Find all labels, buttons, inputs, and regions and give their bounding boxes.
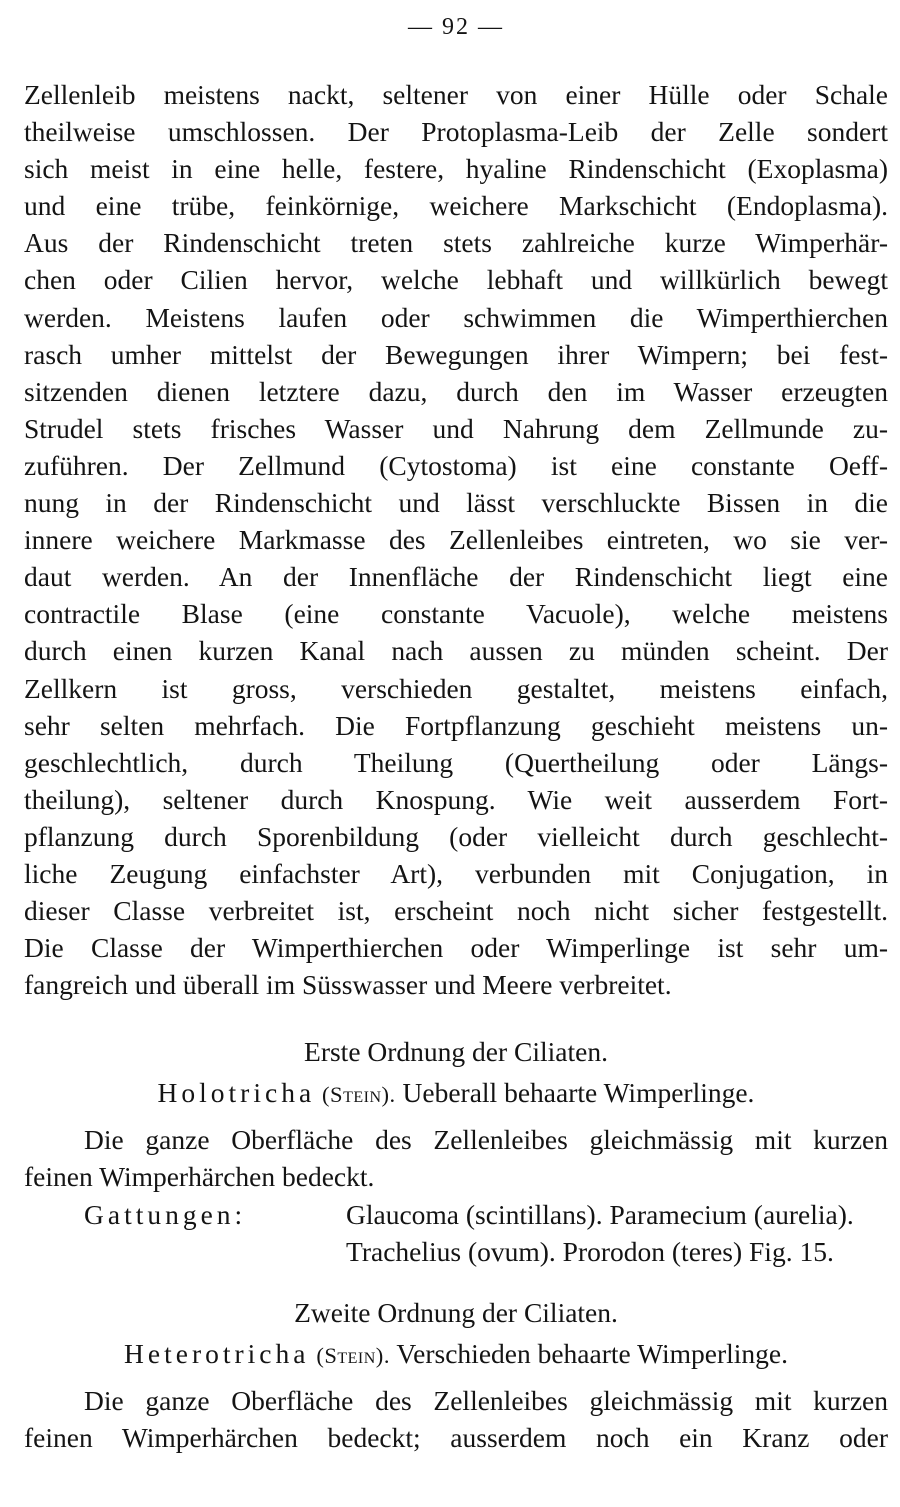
text-line: theilweise umschlossen. Der Protoplasma-Leib der Zelle sondert bbox=[24, 116, 888, 148]
text-line: zuführen. Der Zellmund (Cytostoma) ist eine constante Oeff- bbox=[24, 449, 888, 481]
text-line: feinen Wimperhärchen bedeckt. bbox=[24, 1161, 375, 1193]
order-heading: Zweite Ordnung der Ciliaten. bbox=[294, 1296, 618, 1328]
text-line: chen oder Cilien hervor, welche lebhaft und willkürlich bewegt bbox=[24, 264, 888, 296]
section-order-2 bbox=[24, 1294, 888, 1456]
text-line: sich meist in eine helle, festere, hyaline Rindenschicht (Exoplasma) bbox=[24, 153, 888, 185]
text-line: dieser Classe verbreitet ist, erscheint noch nicht sicher festgestellt. bbox=[24, 895, 888, 927]
text-line: Zellkern ist gross, verschieden gestaltet, meistens einfach, bbox=[24, 672, 888, 704]
text-line: sitzenden dienen letztere dazu, durch den im Wasser erzeugten bbox=[24, 375, 888, 407]
text-line: geschlechtlich, durch Theilung (Quertheilung oder Längs- bbox=[24, 746, 888, 778]
text-line: Die Classe der Wimperthierchen oder Wimperlinge ist sehr um- bbox=[24, 932, 888, 964]
order-title bbox=[24, 1335, 888, 1372]
order-title bbox=[24, 1074, 888, 1111]
text-line: sehr selten mehrfach. Die Fortpflanzung geschieht meistens un- bbox=[24, 709, 888, 741]
text-line: daut werden. An der Innenfläche der Rindenschicht liegt eine bbox=[24, 561, 888, 593]
section-order-1 bbox=[24, 1033, 888, 1269]
text-line: Die ganze Oberfläche des Zellenleibes gleichmässig mit kurzen bbox=[84, 1124, 888, 1156]
genera-list: Glaucoma (scintillans). Paramecium (aurelia). bbox=[346, 1198, 854, 1230]
text-line: Aus der Rindenschicht treten stets zahlreiche kurze Wimperhär- bbox=[24, 227, 888, 259]
text-line: liche Zeugung einfachster Art), verbunden mit Conjugation, in bbox=[24, 857, 888, 889]
text-line: pflanzung durch Sporenbildung (oder vielleicht durch geschlecht- bbox=[24, 820, 888, 852]
text-line: und eine trübe, feinkörnige, weichere Markschicht (Endoplasma). bbox=[24, 190, 888, 222]
paragraph-ciliata-description bbox=[24, 76, 888, 1003]
genera-line bbox=[24, 1196, 888, 1233]
order-author: (Stein). bbox=[316, 1342, 390, 1368]
text-line: werden. Meistens laufen oder schwimmen die Wimperthierchen bbox=[24, 301, 888, 333]
order-name: Heterotricha bbox=[124, 1337, 310, 1369]
text-line: Zellenleib meistens nackt, seltener von einer Hülle oder Schale bbox=[24, 79, 888, 110]
text-line: contractile Blase (eine constante Vacuole), welche meistens bbox=[24, 598, 888, 630]
text-line: Die ganze Oberfläche des Zellenleibes gleichmässig mit kurzen bbox=[84, 1384, 888, 1416]
page-body bbox=[24, 76, 888, 1456]
genera-line bbox=[24, 1233, 888, 1270]
order-description: Ueberall behaarte Wimperlinge. bbox=[402, 1077, 755, 1109]
text-line: theilung), seltener durch Knospung. Wie weit ausserdem Fort- bbox=[24, 783, 888, 815]
genera-label: Gattungen: bbox=[84, 1198, 247, 1230]
text-line: nung in der Rindenschicht und lässt verschluckte Bissen in die bbox=[24, 487, 888, 519]
text-line: innere weichere Markmasse des Zellenleibes eintreten, wo sie ver- bbox=[24, 524, 888, 556]
text-line: fangreich und überall im Süsswasser und Meere verbreitet. bbox=[24, 969, 672, 1001]
text-line: durch einen kurzen Kanal nach aussen zu münden scheint. Der bbox=[24, 635, 888, 667]
order-author: (Stein). bbox=[322, 1082, 396, 1108]
order-heading: Erste Ordnung der Ciliaten. bbox=[304, 1036, 608, 1068]
order-description: Verschieden behaarte Wimperlinge. bbox=[396, 1337, 788, 1369]
text-line: Strudel stets frisches Wasser und Nahrung dem Zellmunde zu- bbox=[24, 412, 888, 444]
order-name: Holotricha bbox=[157, 1077, 316, 1109]
text-line: feinen Wimperhärchen bedeckt; ausserdem noch ein Kranz oder bbox=[24, 1421, 888, 1453]
text-line: rasch umher mittelst der Bewegungen ihrer Wimpern; bei fest- bbox=[24, 338, 888, 370]
page-number: — 92 — bbox=[408, 14, 504, 40]
genera-list: Trachelius (ovum). Prorodon (teres) Fig. 15. bbox=[346, 1235, 834, 1267]
